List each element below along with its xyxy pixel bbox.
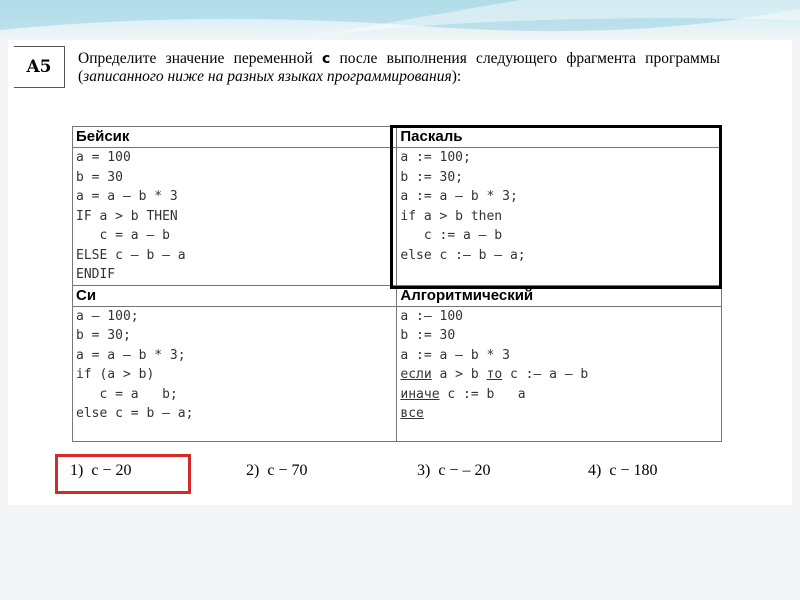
pascal-header: Паскаль [397,127,722,148]
algo-keyword-end: все [400,406,424,421]
algo-line-3: a := a – b * 3 [400,347,510,363]
algo-line-1: a :– 100 [400,308,464,324]
answer-option-4[interactable]: 4) c − 180 [588,462,658,479]
c-code-cell [73,306,397,441]
algo-keyword-else: иначе [400,386,440,402]
basic-code: a = 100 b = 30 a = a – b * 3 IF a > b THEN c = a – b ELSE c – b – a ENDIF [76,150,186,282]
question-text [78,50,720,86]
question-italic: записанного ниже на разных языках программирования [83,68,452,85]
algo-line-4-mid: a > b [431,367,487,382]
algo-keyword-then: то [486,367,503,382]
question-part-2: после выполнения следующего фрагмента программы ( [78,50,720,85]
c-code: a – 100; b = 30; a = a – b * 3; if (a > b) c = a b; else c = b – a; [76,308,194,421]
algo-line-4-end: c :– a – b [502,367,589,382]
question-variable: c [321,51,331,67]
question-part-3: ): [451,68,462,85]
c-header: Си [73,285,397,306]
basic-header: Бейсик [73,127,397,148]
question-part-1: Определите значение переменной [78,50,322,67]
pascal-code: a := 100; b := 30; a := a – b * 3; if a > b then c := a – b else c :– b – a; [400,150,526,263]
algo-keyword-if: если [400,367,432,382]
algo-line-2: b := 30 [400,328,456,343]
algo-code [400,307,718,424]
answer-option-3[interactable]: 3) c − – 20 [417,462,491,479]
algo-line-5-end: c := b a [439,386,526,402]
algo-header: Алгоритмический [397,285,722,306]
header-band [0,0,800,38]
algo-code-cell [397,306,722,441]
task-number: A5 [14,46,65,88]
answer-option-1[interactable]: 1) c − 20 [70,462,132,479]
pascal-highlight-frame [390,125,722,289]
correct-answer-highlight [55,454,191,494]
answer-option-2[interactable]: 2) c − 70 [246,462,308,479]
decorative-waves [0,0,800,38]
basic-code-cell [73,148,397,286]
